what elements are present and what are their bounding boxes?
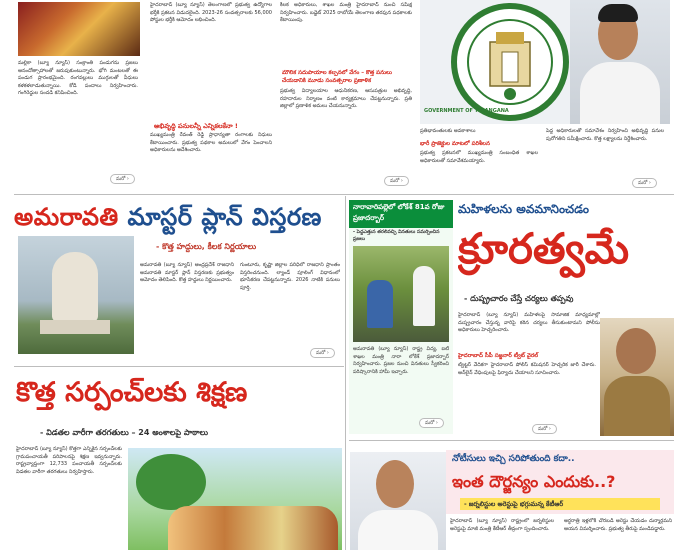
buddha-statue-photo (18, 236, 134, 354)
cyber-text: ట్విట్టర్ వేదికగా హైదరాబాద్ పోలీస్ కమిషనర్ హెచ్చరిక జారీ చేశారు. ఆన్‌లైన్ వేధింపులపై ఫిర్యాదు చేయాలని సూచించారు. (458, 362, 596, 376)
officer-uniform (604, 376, 670, 436)
jobs-text: హైదరాబాద్ (బ్యూ న్యూస్) తెలంగాణలో ప్రభుత్వ ఉద్యోగాల భర్తీకి ప్రకటన విడుదలైంది. 2023-26 సంవత్సరాలకు 56,000 పోస్టుల భర్తీకి ఆమోదం లభించింది. (150, 2, 272, 24)
ktr-col1: హైదరాబాద్ (బ్యూ న్యూస్) రాష్ట్రంలో జర్నలిస్టుల అరెస్టుపై మాజీ మంత్రి కేటీఆర్ తీవ్రంగా స్పందించారు. (450, 518, 554, 532)
ktr-photo (350, 452, 446, 550)
tree-shape (136, 454, 206, 510)
sarpanch-text: హైదరాబాద్ (బ్యూ న్యూస్) కొత్తగా ఎన్నికైన సర్పంచ్‌లకు గ్రామపంచాయతీ పరిపాలనపై శిక్షణ ఇవ్వనున్నారు. రాష్ట్రవ్యాప్తంగా 12,733 పంచాయతీ సర్పంచ్‌లకు విడతల వారీగా తరగతులు నిర్వహిస్తారు. (16, 446, 122, 475)
telangana-col2: పెద్ద అధికారులతో సమావేశం నిర్వహించి అభివృద్ధి పనుల పురోగతిని సమీక్షించారు. కొత్త లక్ష్యాలను నిర్దేశించారు. (546, 128, 664, 142)
amaravati-col1: అమరావతి (బ్యూ న్యూస్) ఆంధ్రప్రదేశ్ రాజధాని అమరావతి మాస్టర్ ప్లాన్ విస్తరణకు ప్రభుత్వం ఆమోదం తెలిపింది. కొత్త హద్దులు నిర్ణయించారు. (140, 262, 234, 284)
festival-text: మల్లికా (బ్యూ న్యూస్) సంక్రాంతి పండుగను ప్రజలు ఆనందోత్సాహాలతో జరుపుకుంటున్నారు. భోగి మంటలతో ఈ పండుగ ప్రారంభమైంది. రంగవల్లులు ముగ్గులతో వీధులు కళకళలాడుతున్నాయి. కోడి పందాలు నిర్వహించారు. గంగిరెద్దుల సందడి కనిపించింది. (18, 60, 138, 97)
row-divider-1 (14, 194, 674, 195)
ktr-col2: అర్ధరాత్రి ఇళ్లలోకి చొరబడి అరెస్టు చేయడం దుర్మార్గమని ఆయన విమర్శించారు. ప్రభుత్వ తీరుపై మండిపడ్డారు. (564, 518, 672, 532)
crowd-shape (168, 506, 338, 550)
row-divider-3 (349, 440, 674, 441)
women-more-button[interactable]: మరో › (532, 424, 557, 434)
lokesh-text: అమరావతి (బ్యూ న్యూస్) రాష్ట్ర విద్య, ఐటీ శాఖల మంత్రి నారా లోకేశ్ ప్రజాదర్బార్ నిర్వహించారు. ప్రజల నుంచి వినతులు స్వీకరించి పరిష్కారానికి హామీ ఇచ్చారు. (353, 346, 449, 375)
festival-story (14, 0, 144, 190)
women-story (458, 200, 674, 436)
women-text: హైదరాబాద్ (బ్యూ న్యూస్) మహిళలపై సామాజిక మాధ్యమాల్లో దుష్ప్రచారం చేస్తున్న వారిపై కఠిన చర్యలు తీసుకుంటామని పోలీసు అధికారులు హెచ్చరించారు. (458, 312, 600, 334)
women-subtitle: - దుష్ప్రచారం చేస్తే చర్యలు తప్పవు (464, 294, 574, 303)
festival-more-button[interactable]: మరో › (110, 174, 135, 184)
ktr-header-panel (446, 450, 674, 514)
amaravati-col2: గుంటూరు, కృష్ణా జిల్లాల పరిధిలో రాజధాని ప్రాంతం విస్తరించనుంది. ల్యాండ్ పూలింగ్ విధానంలో భూసేకరణ చేపట్టనున్నారు. 2026 నాటికి పనులు పూర్తి. (240, 262, 340, 291)
infra-more-button[interactable]: మరో › (384, 176, 409, 186)
cm-hair (598, 4, 638, 22)
cm-portrait (570, 0, 670, 124)
amaravati-more-button[interactable]: మరో › (310, 348, 335, 358)
lokesh-header: నారావారిపల్లెలో లోకేశ్ 81వ రోజు ప్రజాదర్బార్ (349, 200, 453, 228)
telangana-caption: ప్రతిభావంతులకు అవకాశాలు (420, 128, 476, 134)
infra-subheading: మౌలిక సదుపాయాల కల్పనలో వేగం – కొత్త పనులు చేయడానికి మూడు సంవత్సరాల ప్రణాళిక (282, 70, 392, 84)
sarpanch-headline: కొత్త సర్పంచ్‌లకు శిక్షణ (16, 377, 248, 408)
lokesh-more-button[interactable]: మరో › (419, 418, 444, 428)
lokesh-photo (353, 246, 449, 342)
telangana-col1: ప్రభుత్వ ప్రకటనలో ముఖ్యమంత్రి సంబంధిత శాఖల అధికారులతో సమావేశమయ్యారు. (420, 150, 538, 164)
statue-base (40, 320, 110, 334)
telangana-story (420, 0, 670, 190)
police-commissioner-photo (600, 318, 674, 436)
cyber-subheading: హైదరాబాద్ సీపీ సజ్జనార్ ట్వీట్ వైరల్ (458, 353, 539, 359)
lokesh-person-1 (413, 266, 435, 326)
village-meeting-illustration (128, 448, 342, 550)
ktr-face (376, 460, 414, 508)
women-kicker: మహిళలను అవమానించడం (458, 202, 589, 216)
amaravati-headline: అమరావతి మాస్టర్ ప్లాన్ విస్తరణ (14, 203, 322, 231)
statue-body (52, 252, 98, 322)
jobs-text-2: ముఖ్యమంత్రి రేవంత్ రెడ్డి ప్రాధాన్యతా రంగాలకు నిధులు కేటాయించారు. ప్రభుత్వ పథకాల అమలులో వేగం పెంచాలని అధికారులను ఆదేశించారు. (150, 132, 272, 154)
telangana-more-button[interactable]: మరో › (632, 178, 657, 188)
jobs-story (150, 0, 274, 190)
infra-text-2: ప్రభుత్వ విద్యాలయాల ఆధునీకరణ, ఆసుపత్రుల అభివృద్ధి, రహదారుల నిర్మాణం వంటి కార్యక్రమాలు చేపట్టనున్నారు. ప్రతి జిల్లాలో ప్రణాళిక అమలు చేయనున్నారు. (280, 88, 412, 110)
lokesh-person-2 (367, 280, 393, 328)
telangana-emblem-panel (420, 0, 670, 124)
ktr-kicker: నోటీసులు ఇచ్చి సరిపోతుంది కదా.. (452, 454, 575, 464)
column-divider (345, 196, 346, 550)
infra-story (280, 0, 414, 190)
festival-photo (18, 2, 140, 56)
lokesh-subtitle: - పెద్దఎత్తున తరలివచ్చి వినతులు సమర్పించిన ప్రజలు (353, 230, 440, 242)
lokesh-story (349, 200, 453, 434)
sarpanch-subtitle: - విడతల వారీగా తరగతులు – 24 అంశాలపై పాఠాలు (40, 428, 209, 437)
cm-shirt (580, 62, 660, 124)
officer-face (616, 328, 656, 374)
women-headline: క్రూరత్వమే (458, 224, 630, 273)
ktr-subtitle: - జర్నలిస్టుల అరెస్టుపై భగ్గుమన్న కేటీఆర్ (460, 498, 660, 510)
telangana-subheading: భారీ ప్రాజెక్టుల మాటలో పరిశీలన (420, 141, 490, 147)
amaravati-subtitle: - కొత్త హద్దులు, కీలక నిర్ణయాలు (156, 242, 257, 251)
infra-text: కీలక అధికారులు, శాఖల మంత్రి హైదరాబాద్ నుంచి సమీక్ష నిర్వహించారు. బడ్జెట్ 2025 రాబోయే తెలంగాణ తరఫున పథకాలకు కేటాయింపు. (280, 2, 412, 24)
emblem-icon (450, 2, 570, 122)
ktr-shirt (358, 510, 438, 550)
row-divider-2 (14, 366, 344, 367)
emblem-label: GOVERNMENT OF TELANGANA (424, 108, 509, 114)
jobs-subheading: అభివృద్ధి పనులన్నీ ఎన్నికలకేనా ! (154, 122, 238, 130)
ktr-headline: ఇంత దౌర్జన్యం ఎందుకు..? (452, 472, 616, 491)
